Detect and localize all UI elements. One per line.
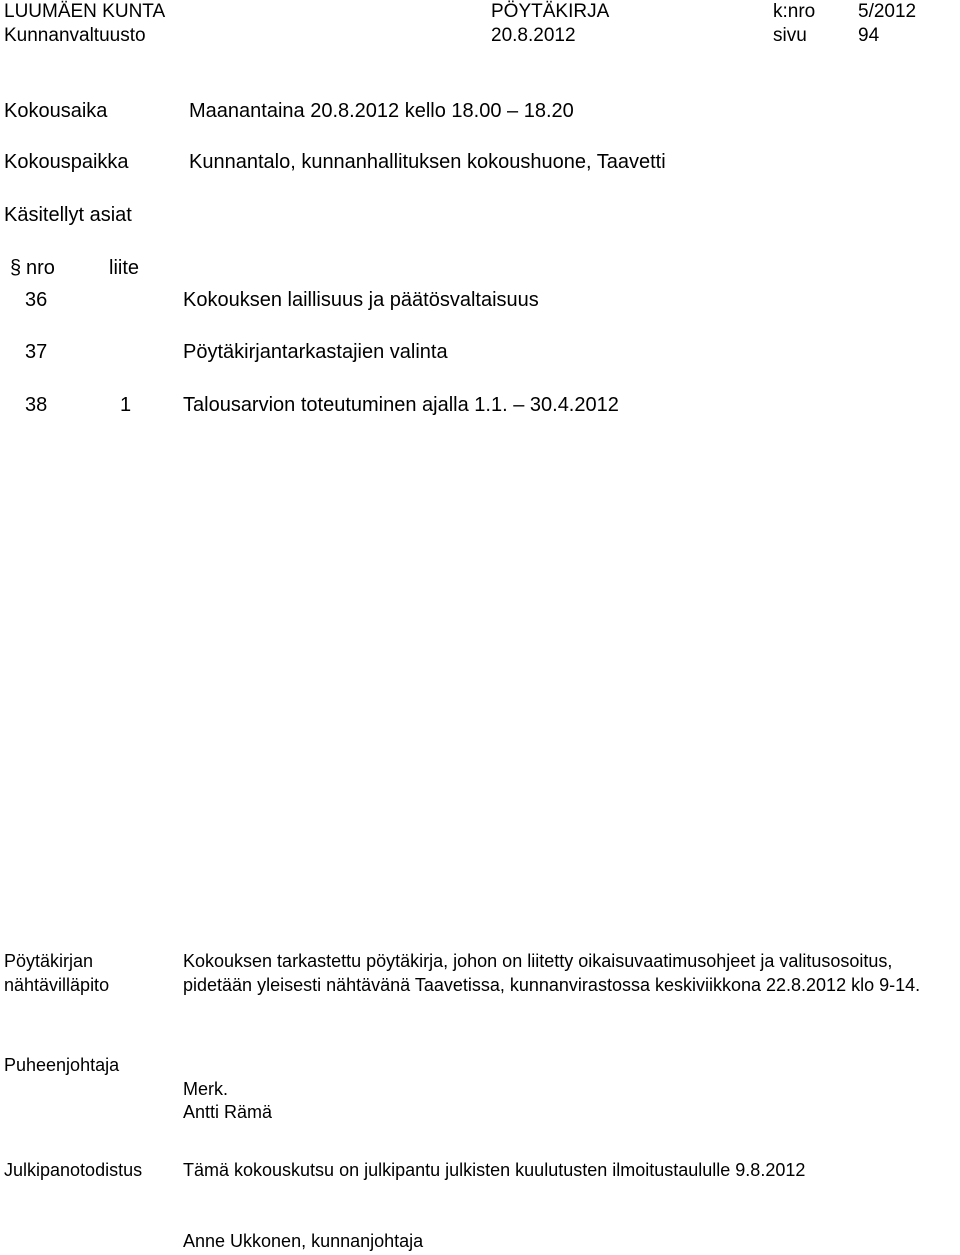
meeting-place-value: Kunnantalo, kunnanhallituksen kokoushuone, Taavetti bbox=[189, 151, 666, 173]
publication-signer: Anne Ukkonen, kunnanjohtaja bbox=[183, 1231, 424, 1251]
item-nro: 36 bbox=[25, 289, 48, 311]
chair-name: Antti Rämä bbox=[183, 1102, 273, 1122]
item-nro: 37 bbox=[25, 341, 48, 363]
body-name: Kunnanvaltuusto bbox=[4, 25, 146, 46]
col-liite-header: liite bbox=[109, 257, 140, 279]
doc-type: PÖYTÄKIRJA bbox=[491, 1, 610, 22]
page-value: 94 bbox=[858, 25, 880, 46]
availability-text: Kokouksen tarkastettu pöytäkirja, johon on liitetty oikaisuvaatimusohjeet ja valitusosoitus, pidetään yleisesti nähtävänä Taavetissa, kunnanvirastossa keskiviikkona 22.8.2012 klo 9-14. bbox=[183, 951, 921, 995]
availability-label-line2: nähtävilläpito bbox=[4, 975, 110, 995]
item-liite: 1 bbox=[120, 394, 132, 416]
meeting-time-label: Kokousaika bbox=[4, 100, 108, 122]
item-title: Talousarvion toteutuminen ajalla 1.1. – 30.4.2012 bbox=[183, 394, 619, 416]
availability-label-line1: Pöytäkirjan bbox=[4, 951, 94, 971]
chair-label: Puheenjohtaja bbox=[4, 1055, 120, 1075]
item-title: Kokouksen laillisuus ja päätösvaltaisuus bbox=[183, 289, 539, 311]
page-label: sivu bbox=[773, 25, 807, 46]
item-nro: 38 bbox=[25, 394, 48, 416]
publication-text: Tämä kokouskutsu on julkipantu julkisten kuulutusten ilmoitustaululle 9.8.2012 bbox=[183, 1160, 806, 1180]
col-nro-header: nro bbox=[26, 257, 55, 279]
meeting-place-label: Kokouspaikka bbox=[4, 151, 129, 173]
section-sign-icon: § bbox=[10, 257, 22, 279]
publication-label: Julkipanotodistus bbox=[4, 1160, 143, 1180]
item-title: Pöytäkirjantarkastajien valinta bbox=[183, 341, 448, 363]
header-date: 20.8.2012 bbox=[491, 25, 576, 46]
org-name: LUUMÄEN KUNTA bbox=[4, 1, 166, 22]
knro-value: 5/2012 bbox=[858, 1, 917, 22]
knro-label: k:nro bbox=[773, 1, 816, 22]
items-title: Käsitellyt asiat bbox=[4, 204, 132, 226]
chair-merk: Merk. bbox=[183, 1079, 228, 1099]
meeting-time-value: Maanantaina 20.8.2012 kello 18.00 – 18.20 bbox=[189, 100, 574, 122]
